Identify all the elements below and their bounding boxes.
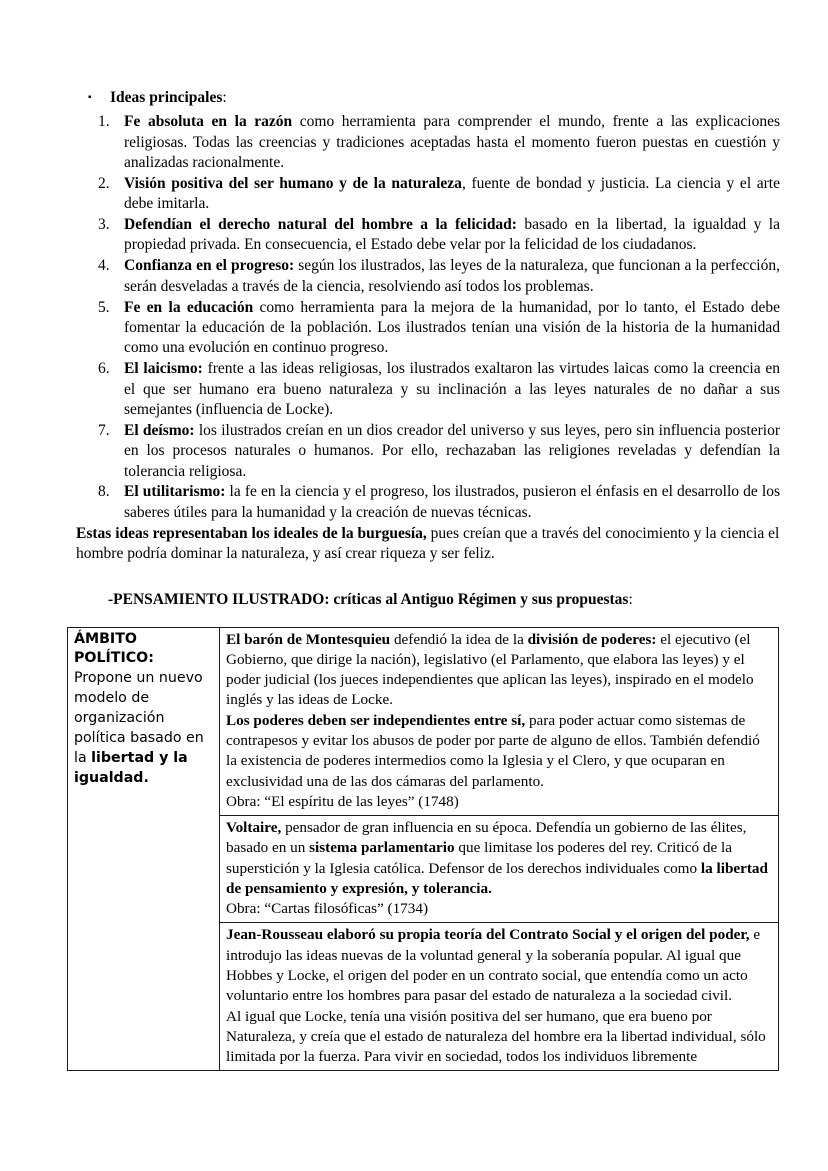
list-item-term: Confianza en el progreso: (124, 257, 295, 275)
ambito-body-text: Propone un nuevo modelo de organización política basado en la (74, 670, 204, 766)
list-item-number: 3. (98, 216, 110, 234)
section-heading-tail: : (628, 591, 633, 609)
list-item-body (124, 298, 780, 359)
closing-bold: Estas ideas representaban los ideales de la burguesía, (76, 524, 427, 542)
list-item-text: según los ilustrados, las leyes de la naturaleza, que funcionan a la perfección, serán desveladas a través de la ciencia, resolviendo así todos los problemas. (124, 257, 780, 295)
ambito-body-emphasis: libertad y la igualdad. (74, 749, 188, 786)
list-item-text: , fuente de bondad y justicia. La ciencia y el arte debe imitarla. (124, 174, 780, 213)
thinker-paragraph (226, 925, 773, 1006)
list-item-term: Fe en la educación (124, 298, 254, 316)
table-row (68, 627, 779, 816)
list-item-text: basado en la libertad, la igualdad y la propiedad privada. En consecuencia, el Estado debe velar por la felicidad de los ciudadanos. (124, 216, 780, 254)
thinker-cell-rousseau (220, 923, 779, 1071)
list-item (68, 174, 780, 215)
thinker-cell-voltaire (220, 816, 779, 923)
pensamiento-ilustrado-table (67, 627, 779, 1072)
body-text: que limitase los poderes del rey. Criticó de la superstición y la Iglesia católica. Defensor de los derechos individuales como (226, 839, 732, 877)
list-item-term: El deísmo: (124, 421, 195, 439)
closing-rest: pues creían que a través del conocimiento y la ciencia el hombre podría dominar la naturaleza, y así crear riqueza y ser feliz. (76, 524, 780, 563)
list-item-number: 5. (98, 298, 110, 316)
heading-bold: Ideas principales (110, 89, 223, 106)
list-item-number: 6. (98, 360, 110, 378)
section-heading (68, 564, 780, 626)
list-item-term: El laicismo: (124, 360, 203, 378)
list-item-body (124, 256, 780, 297)
emphasis-text: la libertad de pensamiento y expresión, y tolerancia. (226, 859, 768, 897)
emphasis-text: El barón de Montesquieu (226, 630, 391, 648)
body-text: defendió la idea de la (390, 630, 528, 648)
body-text: el ejecutivo (el Gobierno, que dirige la nación), legislativo (el Parlamento, que elabora las leyes) y el poder judicial (los jueces independientes que aplican las leyes), inspirado en el modelo inglés y las ideas de Locke. (226, 630, 754, 709)
body-text: Al igual que Locke, tenía una visión positiva del ser humano, que era bueno por Naturaleza, y creía que el estado de naturaleza del hombre era la libertad individual, sólo limitada por la fuerza. Para vivir en sociedad, todos los individuos libremente (226, 1007, 766, 1066)
emphasis-text: sistema parlamentario (309, 839, 455, 857)
body-text: Obra: “Cartas filosóficas” (1734) (226, 900, 429, 918)
section-heading-bold: -PENSAMIENTO ILUSTRADO: críticas al Antiguo Régimen y sus propuestas (108, 591, 629, 609)
thinker-paragraph (226, 1007, 773, 1068)
list-item-body (124, 359, 780, 420)
list-item-body (124, 215, 780, 256)
thinker-paragraph (226, 818, 773, 899)
list-item-term: Visión positiva del ser humano y de la naturaleza (124, 174, 462, 192)
ideas-list (68, 112, 780, 523)
emphasis-text: Voltaire, (226, 819, 282, 837)
list-item (68, 112, 780, 173)
list-item-number: 1. (98, 113, 110, 131)
list-item-term: El utilitarismo: (124, 483, 226, 501)
square-bullet-icon: ▪ (88, 92, 92, 103)
list-item-number: 2. (98, 174, 110, 192)
list-item-body (124, 174, 780, 215)
list-item (68, 256, 780, 297)
heading-text (110, 88, 227, 108)
thinker-cell-montesquieu (220, 627, 779, 816)
emphasis-text: Jean-Rousseau elaboró su propia teoría del Contrato Social y el origen del poder, (226, 926, 750, 944)
ambito-politico-cell (68, 627, 220, 1071)
list-item (68, 421, 780, 482)
list-item-text: como herramienta para la mejora de la humanidad, por lo tanto, el Estado debe fomentar la educación de la población. Los ilustrados tenían una visión de la historia de la humanidad como una evolución en continuo progreso. (124, 298, 780, 357)
body-text: para poder actuar como sistemas de contrapesos y evitar los abusos de poder por parte de alguno de ellos. También defendió la existencia de poderes intermedios como la Iglesia y el Clero, y que ocuparan en exclusividad una de las dos cámaras del parlamento. (226, 711, 760, 790)
list-item-term: Defendían el derecho natural del hombre a la felicidad: (124, 216, 517, 234)
list-item-text: frente a las ideas religiosas, los ilustrados exaltaron las virtudes laicas como la creencia en el que ser humano era bueno naturaleza y su inclinación a las leyes naturales de no dañar a sus semejantes (influencia de Locke). (124, 360, 780, 418)
list-item-number: 8. (98, 483, 110, 501)
list-item-text: los ilustrados creían en un dios creador del universo y sus leyes, pero sin influencia posterior en los procesos naturales o humanos. Por ello, rechazaban las religiones reveladas y defendían la tolerancia religiosa. (124, 421, 780, 480)
emphasis-text: Los poderes deben ser independientes entre sí, (226, 711, 526, 729)
list-item (68, 359, 780, 420)
list-item-text: como herramienta para comprender el mundo, frente a las explicaciones religiosas. Todas las creencias y tradiciones aceptadas hasta el momento fueron puestas en cuestión y analizadas racionalmente. (124, 113, 780, 171)
thinker-paragraph (226, 630, 773, 711)
ambito-title-line1: ÁMBITO (74, 630, 137, 647)
thinker-paragraph (226, 792, 773, 812)
list-item-text: la fe en la ciencia y el progreso, los ilustrados, pusieron el énfasis en el desarrollo de los saberes útiles para la humanidad y la creación de nuevas técnicas. (124, 483, 780, 521)
closing-paragraph (68, 524, 780, 565)
thinker-paragraph (226, 899, 773, 919)
list-item-number: 4. (98, 257, 110, 275)
list-item-body (124, 421, 780, 482)
heading-tail: : (222, 89, 227, 106)
thinker-paragraph (226, 711, 773, 792)
ambito-title-line2: POLÍTICO: (74, 650, 154, 667)
list-item-body (124, 482, 780, 523)
list-item (68, 298, 780, 359)
ideas-principales-heading (68, 88, 780, 108)
list-item-number: 7. (98, 421, 110, 439)
emphasis-text: división de poderes: (527, 630, 657, 648)
body-text: e introdujo las ideas nuevas de la voluntad general y la soberanía popular. Al igual que Hobbes y Locke, el origen del poder en un contrato social, que entendía como un acto voluntario entre los hombres para pasar del estado de naturaleza a la sociedad civil. (226, 926, 761, 1005)
body-text: Obra: “El espíritu de las leyes” (1748) (226, 792, 459, 810)
list-item (68, 482, 780, 523)
body-text: pensador de gran influencia en su época. Defendía un gobierno de las élites, basado en un (226, 819, 747, 857)
list-item-body (124, 112, 780, 173)
list-item (68, 215, 780, 256)
list-item-term: Fe absoluta en la razón (124, 113, 293, 131)
table-body (68, 627, 779, 1071)
document-content (68, 88, 780, 1071)
